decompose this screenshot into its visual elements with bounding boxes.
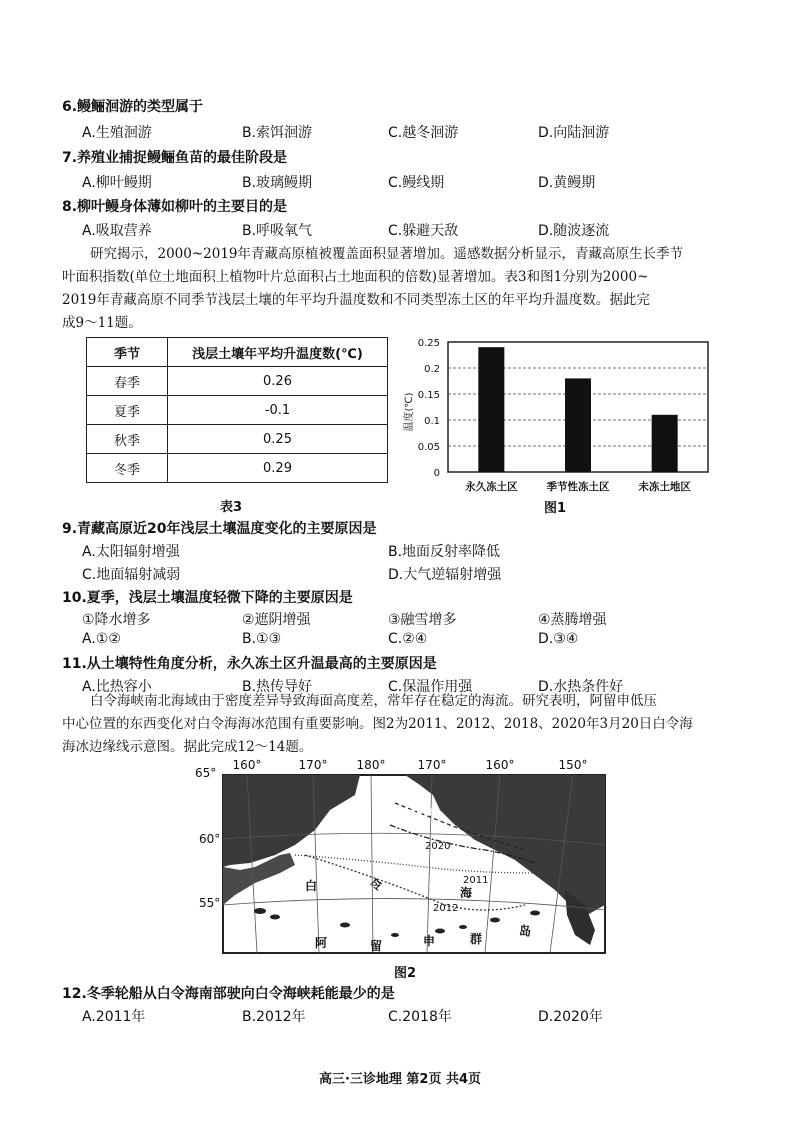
line-label-2011: 2011	[463, 875, 489, 886]
q7-option-c[interactable]: C.鳗线期	[388, 175, 445, 191]
q7-option-d[interactable]: D.黄鳗期	[538, 175, 596, 191]
q11-option-d[interactable]: D.水热条件好	[538, 679, 624, 695]
q8-option-b[interactable]: B.呼吸氧气	[242, 223, 313, 239]
table-3	[86, 337, 388, 483]
chart-bar	[652, 415, 678, 472]
q10-option-b[interactable]: B.①③	[242, 631, 282, 647]
place-label: 留	[370, 939, 383, 953]
q10-items	[82, 609, 722, 629]
q10-item: ②遮阴增强	[242, 612, 311, 628]
table-cell: 0.29	[168, 454, 388, 483]
q6-options	[82, 122, 722, 142]
q12-stem: 12.冬季轮船从白令海南部驶向白令海峡耗能最少的是	[62, 986, 395, 1002]
figure-1-caption: 图1	[543, 501, 567, 516]
chart-x-labels	[465, 480, 691, 493]
q6-option-d[interactable]: D.向陆洄游	[538, 125, 610, 141]
chart-y-tick-label: 0.2	[424, 364, 440, 375]
q6-option-b[interactable]: B.索饵洄游	[242, 125, 313, 141]
q9-options	[82, 541, 722, 561]
table-row	[87, 425, 388, 454]
table-cell: 冬季	[87, 454, 168, 483]
line-label-2018: 2018	[410, 807, 436, 818]
q12-option-b[interactable]: B.2012年	[242, 1009, 306, 1025]
q6-stem: 6.鳗鲡洄游的类型属于	[62, 99, 204, 115]
line-label-2020: 2020	[425, 841, 451, 852]
chart-y-tick-label: 0	[433, 468, 440, 479]
table-cell: -0.1	[168, 396, 388, 425]
table-3-caption: 表3	[220, 500, 243, 515]
q10-options	[82, 631, 722, 651]
page-footer: 高三·三诊地理 第2页 共4页	[318, 1072, 482, 1087]
chart-y-ticks	[418, 338, 440, 479]
place-label: 岛	[519, 924, 532, 938]
table-row	[87, 454, 388, 483]
place-label: 阿	[315, 936, 328, 950]
q12-option-a[interactable]: A.2011年	[82, 1009, 146, 1025]
passage-2-line: 中心位置的东西变化对白令海海冰范围有重要影响。图2为2011、2012、2018、2020年3月20日白令海	[62, 716, 693, 732]
passage-2	[62, 690, 742, 759]
passage-1-line: 成9～11题。	[62, 315, 142, 331]
q7-option-a[interactable]: A.柳叶鳗期	[82, 175, 152, 191]
passage-2-line: 白令海峡南北海域由于密度差异导致海面高度差，常年存在稳定的海流。研究表明，阿留申低压	[90, 693, 657, 709]
q10-item: ③融雪增多	[388, 612, 457, 628]
table-cell: 0.25	[168, 425, 388, 454]
q11-option-b[interactable]: B.热传导好	[242, 679, 313, 695]
table-row	[87, 396, 388, 425]
chart-y-axis-label: 温度(℃)	[404, 392, 415, 432]
table-cell: 秋季	[87, 425, 168, 454]
q11-option-c[interactable]: C.保温作用强	[388, 679, 473, 695]
q8-option-c[interactable]: C.躲避天敌	[388, 223, 459, 239]
q12-options	[82, 1006, 722, 1026]
chart-x-label: 季节性冻土区	[546, 481, 610, 493]
q9-option-d[interactable]: D.大气逆辐射增强	[388, 567, 502, 583]
q8-options	[82, 220, 722, 240]
q9-options-row2	[82, 564, 722, 584]
table-cell: 0.26	[168, 367, 388, 396]
figure-2-caption: 图2	[393, 966, 417, 980]
q8-stem: 8.柳叶鳗身体薄如柳叶的主要目的是	[62, 199, 288, 215]
table-cell: 春季	[87, 367, 168, 396]
chart-y-tick-label: 0.05	[417, 442, 440, 453]
map-lon-label: 160°	[485, 758, 515, 772]
figure-1-chart	[398, 330, 738, 525]
q9-option-c[interactable]: C.地面辐射减弱	[82, 567, 181, 583]
map-lat-label: 60°	[199, 832, 221, 846]
chart-bar	[565, 378, 591, 472]
q6-option-c[interactable]: C.越冬洄游	[388, 125, 459, 141]
place-label: 海	[460, 886, 473, 900]
map-lat-label: 65°	[195, 766, 217, 780]
table-cell: 夏季	[87, 396, 168, 425]
q9-option-a[interactable]: A.太阳辐射增强	[82, 544, 180, 560]
q12-option-d[interactable]: D.2020年	[538, 1009, 603, 1025]
chart-y-tick-label: 0.15	[417, 390, 440, 401]
place-label: 群	[470, 932, 483, 946]
q11-stem: 11.从土壤特性角度分析，永久冻土区升温最高的主要原因是	[62, 656, 437, 672]
chart-bar	[478, 347, 504, 472]
map-lon-label: 180°	[356, 758, 386, 772]
passage-1-line: 研究揭示，2000~2019年青藏高原植被覆盖面积显著增加。遥感数据分析显示，青藏高原生长季节	[90, 246, 684, 262]
place-label: 白	[305, 879, 318, 893]
table-row	[87, 367, 388, 396]
map-lon-label: 170°	[298, 758, 328, 772]
place-label: 申	[423, 934, 436, 948]
q8-option-a[interactable]: A.吸取营养	[82, 223, 152, 239]
table-header-row	[87, 338, 388, 367]
passage-1	[62, 243, 742, 335]
q12-option-c[interactable]: C.2018年	[388, 1009, 452, 1025]
q11-option-a[interactable]: A.比热容小	[82, 679, 152, 695]
q10-item: ①降水增多	[82, 612, 151, 628]
chart-bars	[478, 347, 677, 472]
chart-x-label: 永久冻土区	[465, 481, 518, 493]
q7-stem: 7.养殖业捕捉鳗鲡鱼苗的最佳阶段是	[62, 150, 288, 166]
q7-options	[82, 172, 722, 192]
table-header-season: 季节	[87, 338, 168, 367]
figure-2-map	[195, 755, 615, 980]
q7-option-b[interactable]: B.玻璃鳗期	[242, 175, 313, 191]
map-lon-label: 150°	[558, 758, 588, 772]
q10-option-d[interactable]: D.③④	[538, 631, 579, 647]
q10-stem: 10.夏季，浅层土壤温度轻微下降的主要原因是	[62, 590, 353, 606]
place-label: 令	[370, 878, 383, 892]
q9-stem: 9.青藏高原近20年浅层土壤温度变化的主要原因是	[62, 521, 377, 537]
q8-option-d[interactable]: D.随波逐流	[538, 223, 610, 239]
passage-1-line: 2019年青藏高原不同季节浅层土壤的年平均升温度数和不同类型冻土区的年平均升温度数。据此完	[62, 292, 650, 308]
q10-option-c[interactable]: C.②④	[388, 631, 428, 647]
chart-y-tick-label: 0.1	[424, 416, 440, 427]
q10-option-a[interactable]: A.①②	[82, 631, 121, 647]
table-header-temp: 浅层土壤年平均升温度数(℃)	[168, 338, 388, 367]
chart-x-label: 未冻土地区	[638, 481, 691, 493]
map-lon-label: 170°	[417, 758, 447, 772]
line-label-2012: 2012	[433, 903, 459, 914]
chart-y-tick-label: 0.25	[417, 338, 440, 349]
map-lat-label: 55°	[199, 896, 221, 910]
passage-2-line: 海冰边缘线示意图。据此完成12～14题。	[62, 739, 313, 755]
q6-option-a[interactable]: A.生殖洄游	[82, 125, 152, 141]
passage-1-line: 叶面积指数(单位土地面积上植物叶片总面积占土地面积的倍数)显著增加。表3和图1分别为2000~	[62, 269, 649, 285]
q10-item: ④蒸腾增强	[538, 612, 607, 628]
map-lon-label: 160°	[232, 758, 262, 772]
q9-option-b[interactable]: B.地面反射率降低	[388, 544, 501, 560]
